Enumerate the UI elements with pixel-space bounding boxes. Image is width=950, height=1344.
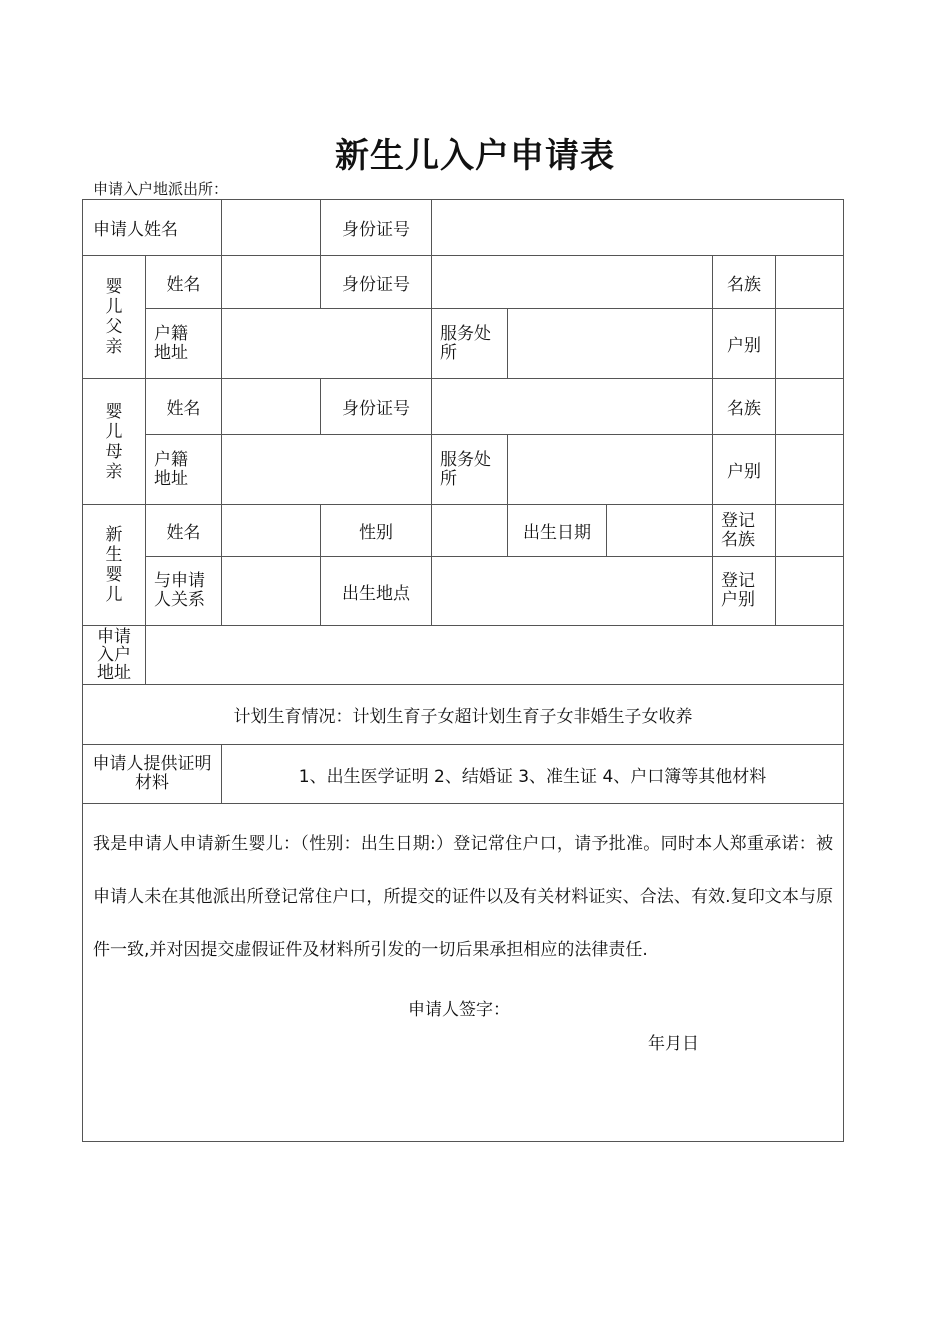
mother-work-field[interactable] [508, 435, 713, 505]
baby-relation-field[interactable] [222, 557, 321, 626]
mother-address-field[interactable] [222, 435, 432, 505]
mother-name-label: 姓名 [146, 379, 222, 435]
mother-household-type-label: 户别 [713, 435, 776, 505]
baby-registered-ethnicity-label: 登记名族 [713, 505, 776, 557]
father-row-2 [83, 309, 844, 379]
baby-gender-label: 性别 [321, 505, 432, 557]
baby-birth-date-label: 出生日期 [508, 505, 607, 557]
father-address-field[interactable] [222, 309, 432, 379]
police-station-label: 申请入户地派出所： [93, 180, 229, 198]
applicant-name-field[interactable] [222, 200, 321, 256]
apply-address-field[interactable] [146, 626, 844, 685]
father-name-field[interactable] [222, 256, 321, 309]
father-id-field[interactable] [432, 256, 713, 309]
statement-text: 我是申请人申请新生婴儿：（性别：出生日期:）登记常住户口，请予批准。同时本人郑重承诺：被申请人未在其他派出所登记常住户口，所提交的证件以及有关材料证实、合法、有效.复印文本与原件一致,并对因提交虚假证件及材料所引发的一切后果承担相应的法律责任. [93, 834, 834, 960]
mother-work-label: 服务处所 [432, 435, 508, 505]
baby-birth-date-field[interactable] [607, 505, 713, 557]
baby-birth-place-label: 出生地点 [321, 557, 432, 626]
mother-id-field[interactable] [432, 379, 713, 435]
father-ethnicity-label: 名族 [713, 256, 776, 309]
baby-row-2 [83, 557, 844, 626]
mother-section-label: 婴儿母亲 [83, 379, 146, 505]
mother-household-type-field[interactable] [776, 435, 844, 505]
baby-section-label: 新生婴儿 [83, 505, 146, 626]
mother-row-2 [83, 435, 844, 505]
statement-cell [83, 804, 844, 1142]
baby-registered-household-field[interactable] [776, 557, 844, 626]
applicant-id-field[interactable] [432, 200, 844, 256]
father-household-type-label: 户别 [713, 309, 776, 379]
father-row-1 [83, 256, 844, 309]
family-planning-row [83, 685, 844, 745]
baby-registered-household-label: 登记户别 [713, 557, 776, 626]
father-household-type-field[interactable] [776, 309, 844, 379]
father-address-label: 户籍地址 [146, 309, 222, 379]
application-form-table [82, 199, 844, 1142]
father-name-label: 姓名 [146, 256, 222, 309]
father-work-field[interactable] [508, 309, 713, 379]
mother-address-label: 户籍地址 [146, 435, 222, 505]
date-label: 年月日 [648, 1034, 699, 1054]
family-planning-text: 计划生育情况：计划生育子女超计划生育子女非婚生子女收养 [83, 685, 844, 745]
materials-row [83, 745, 844, 804]
apply-address-row [83, 626, 844, 685]
mother-ethnicity-label: 名族 [713, 379, 776, 435]
page-title: 新生儿入户申请表 [335, 136, 615, 176]
baby-gender-field[interactable] [432, 505, 508, 557]
baby-registered-ethnicity-field[interactable] [776, 505, 844, 557]
baby-birth-place-field[interactable] [432, 557, 713, 626]
applicant-name-label: 申请人姓名 [83, 200, 222, 256]
baby-row-1 [83, 505, 844, 557]
father-id-label: 身份证号 [321, 256, 432, 309]
baby-name-field[interactable] [222, 505, 321, 557]
mother-ethnicity-field[interactable] [776, 379, 844, 435]
applicant-id-label: 身份证号 [321, 200, 432, 256]
baby-name-label: 姓名 [146, 505, 222, 557]
materials-label: 申请人提供证明材料 [83, 745, 222, 804]
mother-id-label: 身份证号 [321, 379, 432, 435]
mother-name-field[interactable] [222, 379, 321, 435]
statement-row [83, 804, 844, 1142]
apply-address-label: 申请入户地址 [83, 626, 146, 685]
materials-text: 1、出生医学证明 2、结婚证 3、准生证 4、户口簿等其他材料 [222, 745, 844, 804]
signature-label: 申请人签字： [408, 1000, 510, 1020]
father-section-label: 婴儿父亲 [83, 256, 146, 379]
mother-row-1 [83, 379, 844, 435]
baby-relation-label: 与申请人关系 [146, 557, 222, 626]
father-work-label: 服务处所 [432, 309, 508, 379]
applicant-row [83, 200, 844, 256]
father-ethnicity-field[interactable] [776, 256, 844, 309]
